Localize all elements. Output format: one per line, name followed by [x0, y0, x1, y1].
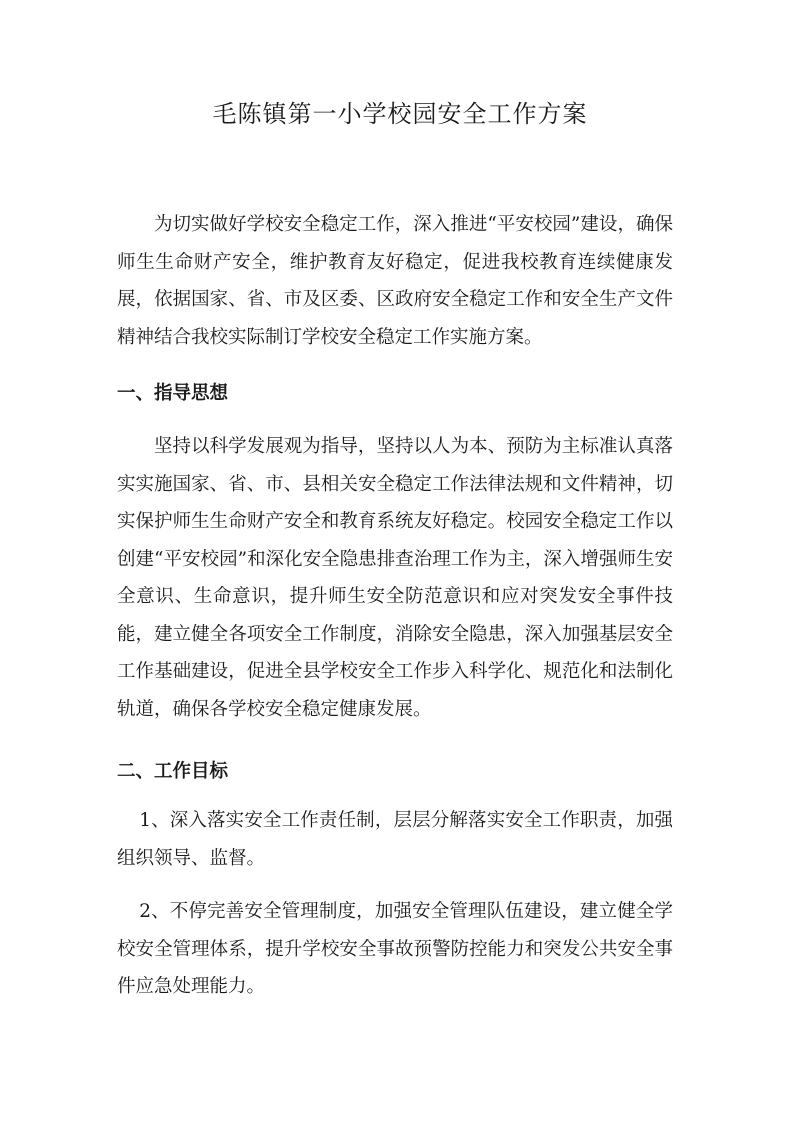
work-goal-item-1: 1、深入落实安全工作责任制，层层分解落实安全工作职责，加强组织领导、监督。 — [117, 810, 673, 869]
guiding-ideology-paragraph: 坚持以科学发展观为指导，坚持以人为本、预防为主标准认真落实实施国家、省、市、县相关安全稳定工作法律法规和文件精神，切实保护师生生命财产安全和教育系统友好稳定。校园安全稳定工作以创建“平安校园”和深化安全隐患排查治理工作为主，深入增强师生安全意识、生命意识，提升师生安全防范意识和应对突发安全事件技能，建立健全各项安全工作制度，消除安全隐患，深入加强基层安全工作基础建设，促进全县学校安全工作步入科学化、规范化和法制化轨道，确保各学校安全稳定健康发展。 — [117, 436, 673, 720]
section-heading-guiding-ideology: 一、指导思想 — [117, 383, 229, 404]
intro-paragraph: 为切实做好学校安全稳定工作，深入推进“平安校园”建设，确保师生生命财产安全，维护教育友好稳定，促进我校教育连续健康发展，依据国家、省、市及区委、区政府安全稳定工作和安全生产文件精神结合我校实际制订学校安全稳定工作实施方案。 — [117, 214, 673, 348]
section-heading-work-goals: 二、工作目标 — [117, 761, 229, 782]
document-title: 毛陈镇第一小学校园安全工作方案 — [212, 100, 588, 128]
work-goal-item-2: 2、不停完善安全管理制度，加强安全管理队伍建设，建立健全学校安全管理体系，提升学校安全事故预警防控能力和突发公共安全事件应急处理能力。 — [117, 901, 673, 997]
